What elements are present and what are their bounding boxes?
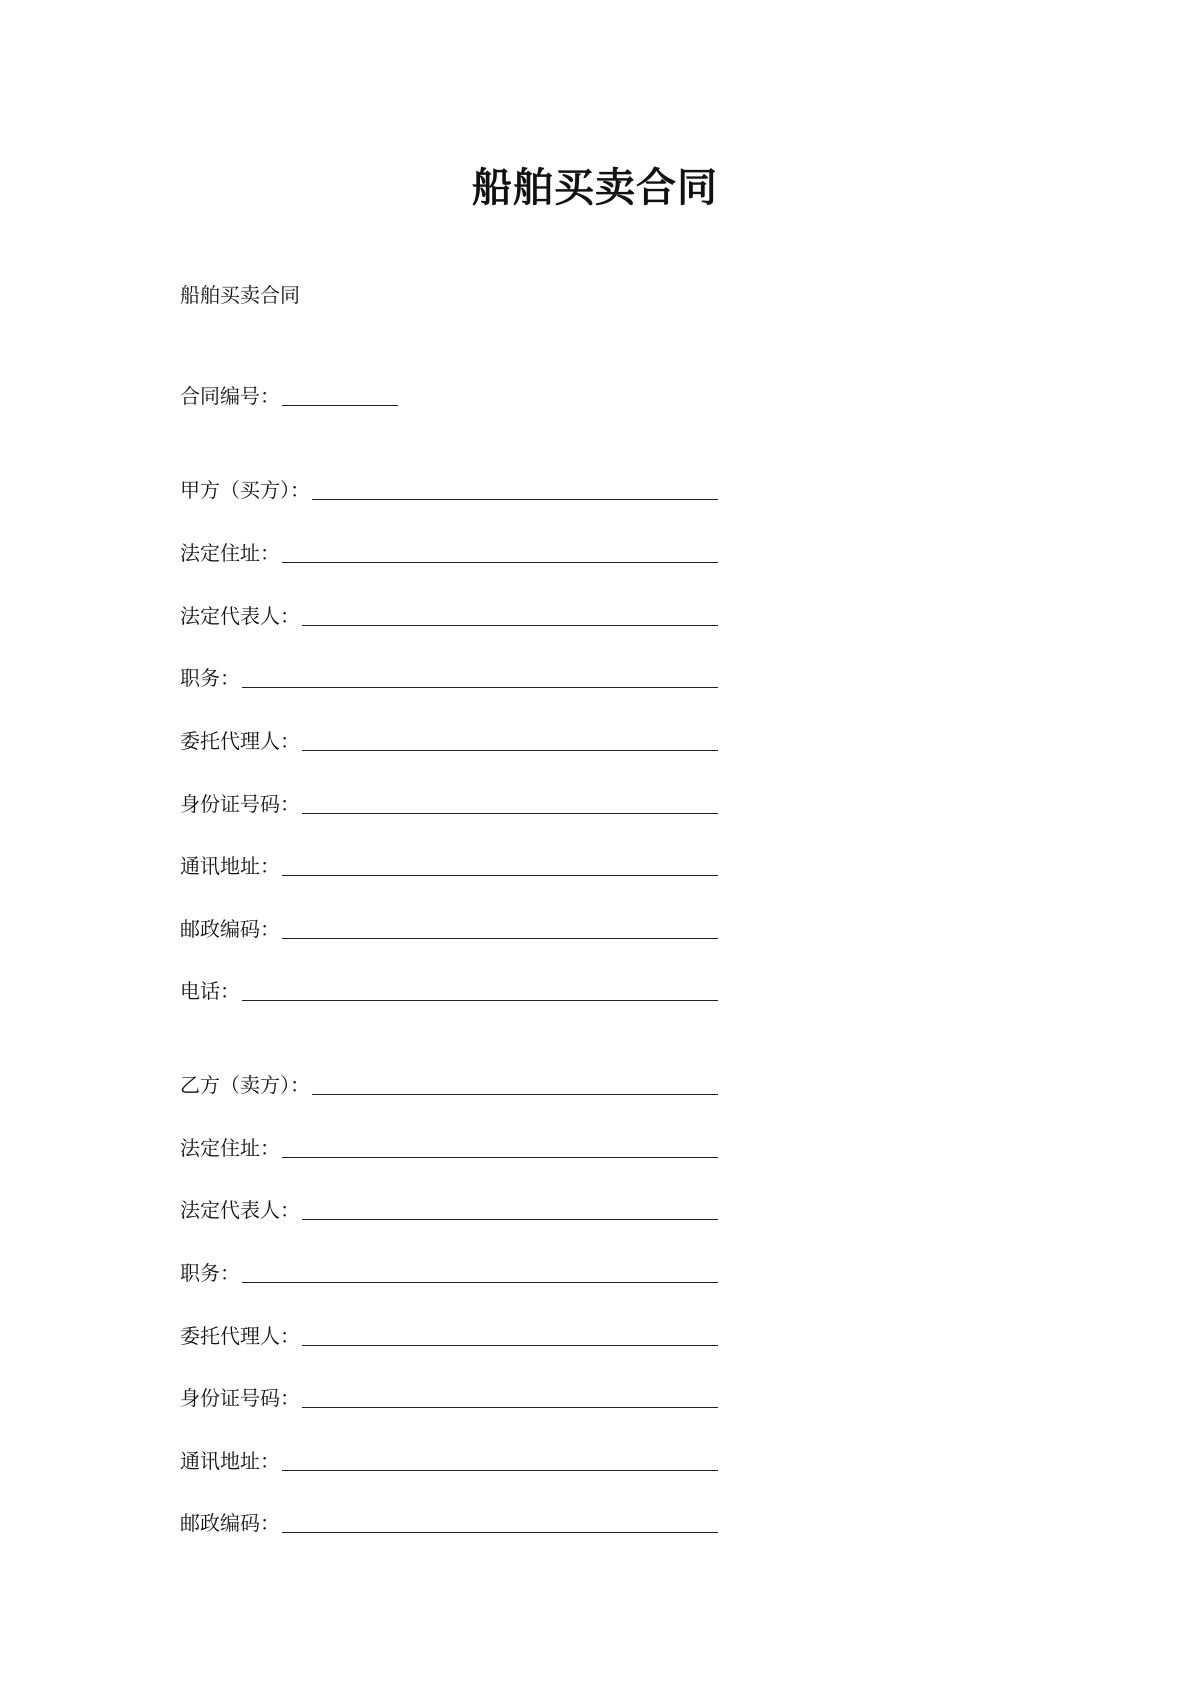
party-a-field-row [180,911,718,943]
party-a-field-blank[interactable] [302,813,718,814]
party-a-field-row [180,660,718,692]
contract-number-row [180,378,718,410]
party-b-field-row [180,1380,718,1412]
contract-number-label: 合同编号： [180,384,280,408]
party-b-field-blank[interactable] [282,1470,718,1471]
party-b-field-blank[interactable] [242,1282,718,1283]
party-b-field-blank[interactable] [282,1532,718,1533]
party-b-field-row [180,1255,718,1287]
party-b-field-blank[interactable] [302,1219,718,1220]
party-b-heading-row [180,1067,718,1099]
party-a-field-row [180,973,718,1005]
party-b-field-label: 邮政编码： [180,1511,280,1535]
contract-number-blank[interactable] [282,405,398,406]
party-b-field-label: 职务： [180,1261,240,1285]
party-b-heading: 乙方（卖方）： [180,1073,310,1097]
party-a-name-blank[interactable] [312,499,718,500]
party-a-field-blank[interactable] [282,875,718,876]
party-a-field-blank[interactable] [302,750,718,751]
party-a-field-blank[interactable] [302,625,718,626]
party-b-name-blank[interactable] [312,1094,718,1095]
party-b-field-row [180,1505,718,1537]
party-b-field-row [180,1130,718,1162]
party-a-field-label: 委托代理人： [180,729,300,753]
party-b-field-blank[interactable] [282,1157,718,1158]
party-b-field-label: 通讯地址： [180,1449,280,1473]
party-a-field-label: 邮政编码： [180,917,280,941]
party-a-field-label: 电话： [180,979,240,1003]
party-a-field-label: 通讯地址： [180,854,280,878]
party-a-heading-row [180,472,718,504]
party-a-field-row [180,723,718,755]
document-title: 船舶买卖合同 [472,164,718,211]
party-a-field-row [180,848,718,880]
party-b-field-label: 法定代表人： [180,1198,300,1222]
party-a-field-blank[interactable] [282,938,718,939]
party-a-field-row [180,598,718,630]
party-a-field-label: 法定代表人： [180,604,300,628]
party-b-field-row [180,1443,718,1475]
party-b-field-row [180,1192,718,1224]
party-a-field-blank[interactable] [242,687,718,688]
party-a-field-label: 职务： [180,666,240,690]
party-b-field-label: 法定住址： [180,1136,280,1160]
party-a-field-row [180,786,718,818]
party-b-field-label: 身份证号码： [180,1386,300,1410]
party-b-field-label: 委托代理人： [180,1324,300,1348]
party-b-field-blank[interactable] [302,1407,718,1408]
party-a-field-row [180,535,718,567]
party-a-heading: 甲方（买方）： [180,478,310,502]
party-a-field-blank[interactable] [242,1000,718,1001]
party-a-field-blank[interactable] [282,562,718,563]
party-b-field-row [180,1318,718,1350]
party-a-field-label: 法定住址： [180,541,280,565]
document-subtitle: 船舶买卖合同 [180,283,300,307]
party-a-field-label: 身份证号码： [180,792,300,816]
party-b-field-blank[interactable] [302,1345,718,1346]
